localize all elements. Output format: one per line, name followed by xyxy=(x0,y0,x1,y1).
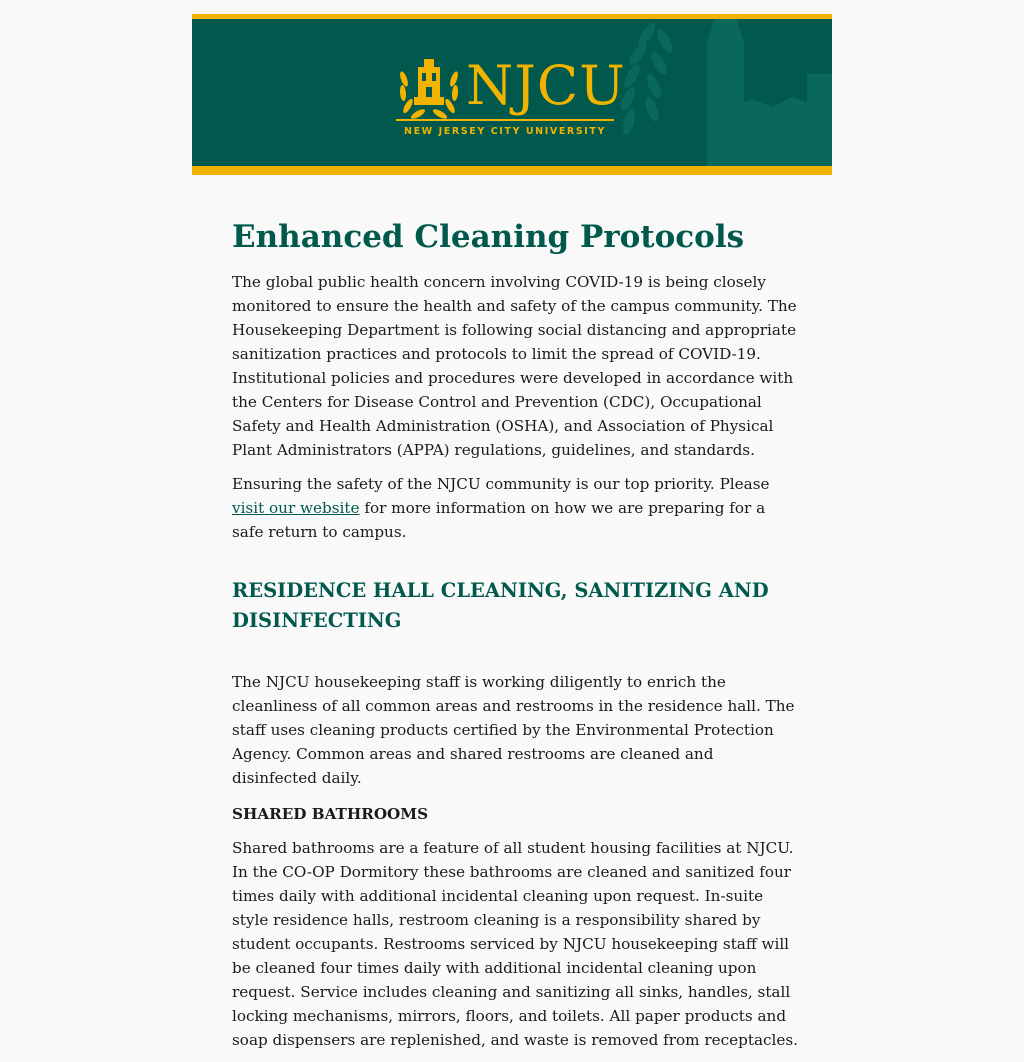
logo-wordmark: NJCU xyxy=(466,54,626,117)
shared-bathrooms-heading: SHARED BATHROOMS xyxy=(232,805,429,823)
priority-text-start: Ensuring the safety of the NJCU community is our top priority. Please xyxy=(232,475,770,493)
page-title: Enhanced Cleaning Protocols xyxy=(232,219,745,255)
priority-paragraph xyxy=(232,472,800,544)
section-paragraph: The NJCU housekeeping staff is working diligently to enrich the cleanliness of all common areas and restrooms in the residence hall. The staff uses cleaning products certified by the Environmental Protection Agency. Common areas and shared restrooms are cleaned and disinfected daily. xyxy=(232,673,795,787)
priority-text-end: for more information on how we are preparing for a safe return to campus. xyxy=(232,499,766,541)
article-content xyxy=(232,218,800,1062)
njcu-logo[interactable] xyxy=(396,55,626,139)
header-banner xyxy=(192,14,832,175)
section-heading: RESIDENCE HALL CLEANING, SANITIZING AND DISINFECTING xyxy=(232,579,769,632)
intro-paragraph: The global public health concern involving COVID-19 is being closely monitored to ensure the health and safety of the campus community. The Housekeeping Department is following social distancing and appropriate sanitization practices and protocols to limit the spread of COVID-19. Institutional policies and procedures were developed in accordance with the Centers for Disease Control and Prevention (CDC), Occupational Safety and Health Administration (OSHA), and Association of Physical Plant Administrators (APPA) regulations, guidelines, and standards. xyxy=(232,273,797,459)
logo-divider xyxy=(396,119,614,121)
visit-website-link[interactable]: visit our website xyxy=(232,499,360,517)
logo-subtitle: NEW JERSEY CITY UNIVERSITY xyxy=(404,126,606,137)
laurel-seal-icon xyxy=(396,57,462,119)
bathrooms-paragraph: Shared bathrooms are a feature of all student housing facilities at NJCU. In the CO-OP Dormitory these bathrooms are cleaned and sanitized four times daily with additional incidental cleaning upon request. In-suite style residence halls, restroom cleaning is a responsibility shared by student occupants. Restrooms serviced by NJCU housekeeping staff will be cleaned four times daily with additional incidental cleaning upon request. Service includes cleaning and sanitizing all sinks, handles, stall locking mechanisms, mirrors, floors, and toilets. All paper products and soap dispensers are replenished, and waste is removed from receptacles. xyxy=(232,839,798,1049)
